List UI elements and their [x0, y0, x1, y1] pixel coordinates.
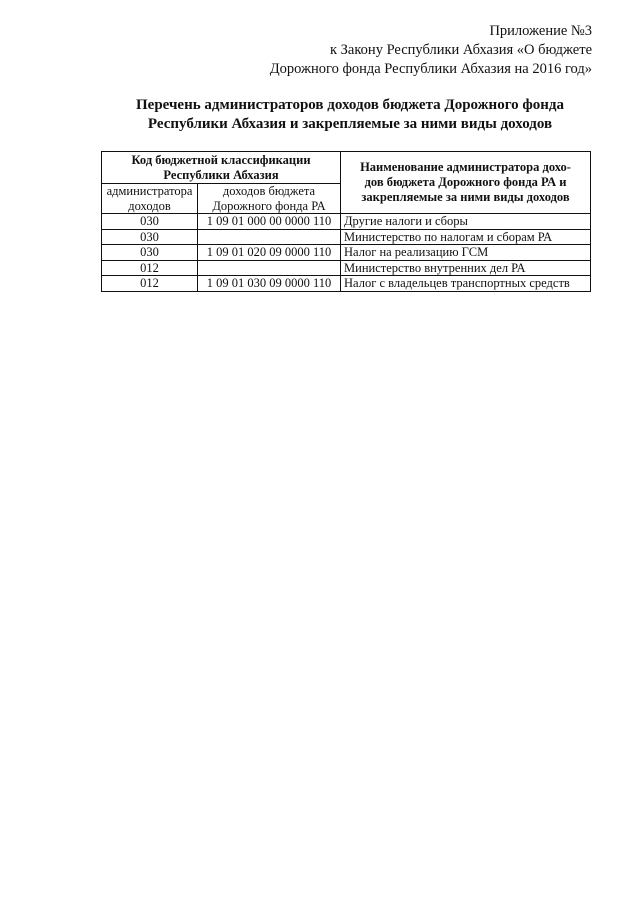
table-row: [102, 260, 591, 276]
table-row: [102, 276, 591, 292]
income-name-cell: Налог на реализацию ГСМ: [341, 245, 591, 261]
administrator-code-cell: 030: [102, 229, 198, 245]
administrator-name-header: [341, 152, 591, 214]
income-code-cell: [198, 229, 341, 245]
administrator-code-header-line-2: доходов: [128, 198, 171, 213]
table-header-row: [102, 152, 591, 184]
table-row: [102, 245, 591, 261]
table-row: [102, 229, 591, 245]
income-code-cell: 1 09 01 000 00 0000 110: [198, 214, 341, 230]
document-title: [60, 96, 640, 134]
budget-classification-header: [102, 152, 341, 184]
income-code-header-line-1: доходов бюджета: [222, 184, 316, 198]
appendix-header: [270, 22, 592, 79]
income-code-cell: [198, 260, 341, 276]
administrator-code-header: [102, 184, 198, 214]
income-name-cell: Министерство внутренних дел РА: [341, 260, 591, 276]
administrator-code-cell: 012: [102, 260, 198, 276]
income-code-header: [198, 184, 341, 214]
document-title-line-2: Республики Абхазия и закрепляемые за ними виды доходов: [147, 116, 553, 132]
administrator-name-header-line-3: закрепляемые за ними виды доходов: [361, 190, 570, 204]
revenue-administrators-table: [101, 151, 591, 292]
income-code-cell: 1 09 01 030 09 0000 110: [198, 276, 341, 292]
appendix-law-line: к Закону Республики Абхазия «О бюджете: [330, 42, 592, 58]
appendix-number: Приложение №3: [489, 23, 592, 39]
document-title-line-1: Перечень администраторов доходов бюджета Дорожного фонда: [136, 97, 564, 113]
administrator-code-cell: 030: [102, 214, 198, 230]
income-name-cell: Другие налоги и сборы: [341, 214, 591, 230]
income-code-cell: 1 09 01 020 09 0000 110: [198, 245, 341, 261]
income-name-cell: Министерство по налогам и сборам РА: [341, 229, 591, 245]
appendix-law-title: Дорожного фонда Республики Абхазия на 2016 год»: [269, 61, 592, 77]
administrator-code-cell: 012: [102, 276, 198, 292]
table-row: [102, 214, 591, 230]
administrator-name-header-line-1: Наименование администратора дохо-: [360, 160, 571, 174]
income-name-cell: Налог с владельцев транспортных средств: [341, 276, 591, 292]
budget-classification-header-line-2: Республики Абхазия: [163, 167, 279, 182]
income-code-header-line-2: Дорожного фонда РА: [212, 198, 326, 213]
administrator-code-header-line-1: администратора: [106, 184, 193, 198]
budget-classification-header-line-1: Код бюджетной классификации: [131, 153, 311, 167]
administrator-code-cell: 030: [102, 245, 198, 261]
administrator-name-header-line-2: дов бюджета Дорожного фонда РА и: [364, 175, 567, 189]
